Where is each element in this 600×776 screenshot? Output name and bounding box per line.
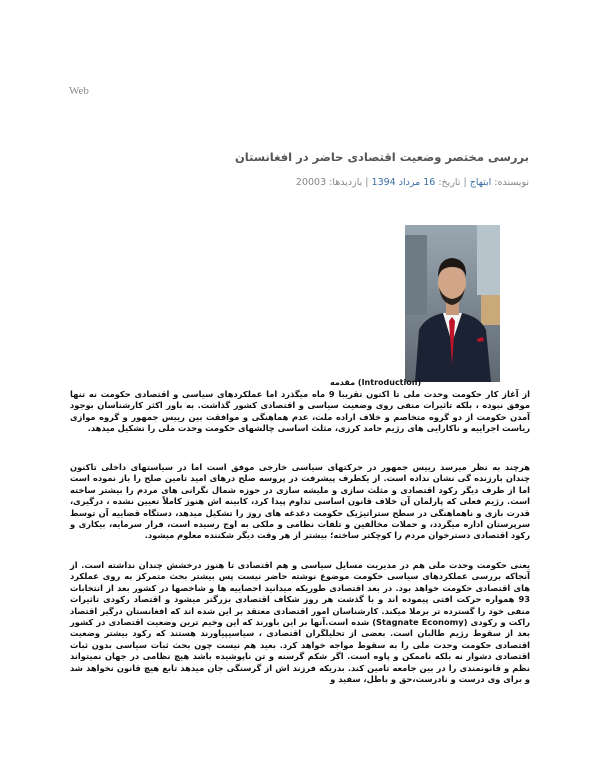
date-link[interactable]: 16 مرداد 1394 [371,177,436,188]
author-link[interactable]: ابتهاج [469,177,492,188]
views-label: | بازدیدها: [329,177,369,188]
author-photo [405,225,500,382]
paragraph-3: یعنی حکومت وحدت ملی هم در مدیریت مسایل سیاسی و هم اقتصادی تا هنوز درخشش چندان نداشته است. از آنجاکه بررسی عملکردهای سیاسی حکومت موضوع نوشته حاضر نیست پس بیشتر بحث متمرکز به روی عملکرد های اقتصادی حکومت خواهد بود. در بعد اقتصادی طوریکه میدانید احصاییه ها و شاخصها در کشور بعد از انتخابات 93 همواره حرکت افتی پیموده اند و با گذشت هر روز شکاف اقتصادی بزرگتر میشود و اقتصاد رکودی تاثیرات منفی خود را گسترده تر برملا میکند. کارشناسان امور اقتصادی معتقد بر این شده اند که افغانستان درگیر اقتصاد راکت و رکودی (Stagnate Economy) شده است.آنها بر این باورند که این وخیم ترین وضعیت اقتصادی در کشور بعد از سقوط رژیم طالبان است. بعضی از تحلیلگران اقتصادی ، سیاسیپیاورند هستند که رکود بیشتر وضعیت اقتصادی حکومت وحدت ملی را به سقوط مواجه خواهد کرد. بعید هم نیست چون بحث ثبات سیاسی بدون ثبات اقتصادی دشوار نه بلکه ناممکن و پاوه است. اگر شکم گرسنه و تن ناپوشیده باشد هیچ نظامی در جهان نمیتواند نظم و قانونمندی را در بین جامعه تامین کند. بدریکه فرزند اش از گرسنگی جان میدهد تابع هیچ قانون نخواهد شد و برای وی درست و نادرست،حق و باطل، سفید و [70,560,530,685]
date-label: | تاریخ: [438,177,467,188]
site-label: Web [69,85,89,97]
views-count: 20003 [295,177,327,188]
article-title: بررسی مختصر وضعیت اقتصادی حاضر در افغانستان [234,150,529,164]
intro-heading: مقدمه (Introduction) [330,378,422,387]
paragraph-2: هرچند به نظر میرسد رییس جمهور در حرکتهای سیاسی خارجی موفق است اما در سیاستهای داخلی تاکنون چندان بارزنده گی نشان نداده است. از یکطرف پیشرفت در پروسه صلح درهای امید تامین صلح را باز نموده است اما از طرف دیگر رکود اقتصادی و مثلث سازی و ملیشه سازی در حوزه شمال نگرانی های مردم را بیشتر ساخته است. رژیم فعلی که پارلمان آن خلاف قانون اساسی تداوم پیدا کرد، کابینه اش هنوز کاملاً تعیین نشده ، درگیری، قدرت بازی و ناهماهنگی در سطح ستراتیژیک حکومت دغدغه های روز را تشکیل میدهد، دستگاه قضاییه آن توسط سرپرستان اداره میگردد، و حملات مخالفین و تلفات نظامی و ملکی به اوج رسیده است، فرار سرمایه، بیکاری و رکود اقتصادی دسترخوان مردم را کوچکتر ساخته؛ بیشتر از هر وقت دیگر شکننده معلوم میشود. [70,462,530,541]
article-meta [296,177,529,188]
paragraph-1: از آغاز کار حکومت وحدت ملی تا اکنون تقریبا 9 ماه میگذرد اما عملکردهای سیاسی و اقتصادی حکومت نه تنها موفق نبوده ، بلکه تاثیرات منفی روی وضعیت سیاسی و اقتصادی کشور گذاشت. به باور اکثر کارشناسان بوجود آمدن حکومت از دو گروه متخاصم و خلاف اراده ملت، عدم هماهنگی و موافقت بین رییس جمهور و گروه موازی ریاست اجراییه و ناکارایی های رژیم حامد کرزی، مثلث اساسی چالشهای حکومت وحدت ملی را تشکیل میدهد. [70,389,530,434]
author-label: نویسنده: [494,177,529,188]
